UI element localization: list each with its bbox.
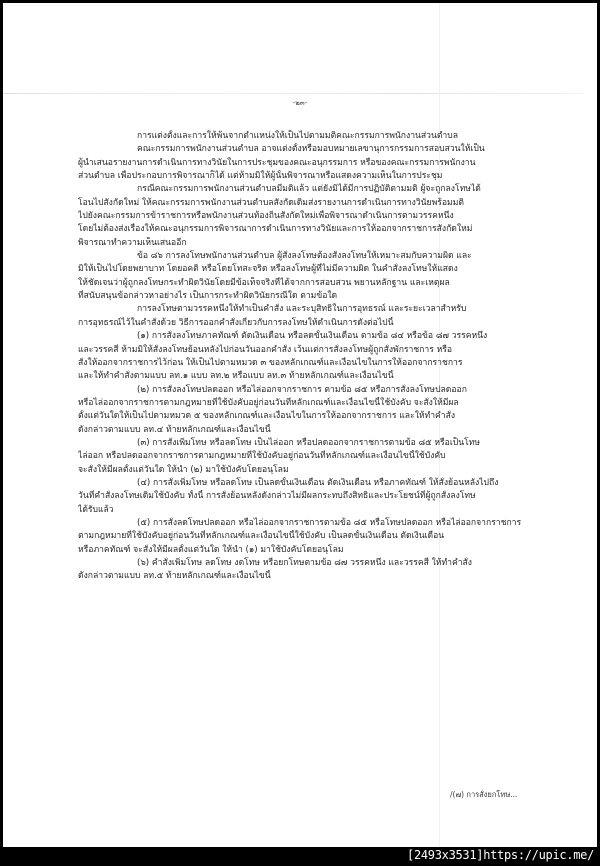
- paragraph-first-line: (๒) การสั่งลงโทษปลดออก หรือไล่ออกจากราชการ ตามข้อ ๘๕ หรือการสั่งลงโทษปลดออก: [137, 384, 467, 395]
- paragraph-line: ไปยังคณะกรรมการข้าราชการหรือพนักงานส่วนท้องถิ่นสังกัดใหม่เพื่อพิจารณาดำเนินการตามวรรคหนึ่ง: [78, 211, 454, 222]
- paragraph-line: และให้ทำคำสั่งตามแบบ ลท.๑ แบบ ลท.๒ หรือแบบ ลท.๓ ท้ายหลักเกณฑ์และเงื่อนไขนี้: [78, 371, 394, 382]
- paragraph-first-line: (๕) การสั่งลดโทษปลดออก หรือไล่ออกจากราชการตามข้อ ๘๕ หรือโทษปลดออก หรือไล่ออกจากราชการ: [137, 517, 522, 528]
- paragraph-line: จะสั่งให้มีผลตั้งแต่วันใด ให้นำ (๒) มาใช้บังคับโดยอนุโลม: [78, 464, 289, 475]
- paragraph-line: โอนไปสังกัดใหม่ ให้คณะกรรมการพนักงานส่วนตำบลสังกัดเดิมส่งรายงานการดำเนินการทางวินัยพร้อมมติ: [78, 197, 464, 208]
- document-page: [3, 3, 597, 847]
- paragraph-line: ดังกล่าวตามแบบ ลท.๔ ท้ายหลักเกณฑ์และเงื่อนไขนี้: [78, 424, 271, 435]
- paragraph-line: ดังกล่าวตามแบบ ลท.๕ ท้ายหลักเกณฑ์และเงื่อนไขนี้: [78, 571, 271, 582]
- paragraph-first-line: (๑) การสั่งลงโทษภาคทัณฑ์ ตัดเงินเดือน หรือลดขั้นเงินเดือน ตามข้อ ๘๔ หรือข้อ ๘๗ วรรคหนึ่ง: [137, 331, 488, 342]
- paragraph-line: หรือภาคทัณฑ์ จะสั่งให้มีผลตั้งแต่วันใด ให้นำ (๑) มาใช้บังคับโดยอนุโลม: [78, 544, 344, 555]
- paragraph-line: โดยไม่ต้องส่งเรื่องให้คณะอนุกรรมการพิจารณาการดำเนินการทางวินัยและการให้ออกจากราชการสังกัดใหม่: [78, 224, 473, 235]
- paragraph-first-line: (๓) การสั่งเพิ่มโทษ หรือลดโทษ เป็นไล่ออก หรือปลดออกจากราชการตามข้อ ๘๕ หรือเป็นโทษ: [137, 437, 481, 448]
- image-host-footer: [0, 847, 600, 866]
- image-host-watermark: [2493x3531]https://upic.me/: [407, 848, 594, 862]
- paragraph-first-line: การแต่งตั้งและการให้พ้นจากตำแหน่งให้เป็นไปตามมติคณะกรรมการพนักงานส่วนตำบล: [137, 131, 458, 141]
- paragraph-line: วันที่คำสั่งลงโทษเดิมใช้บังคับ ทั้งนี้ การสั่งย้อนหลังดังกล่าวไม่มีผลกระทบถึงสิทธิและประโยชน์ที่ผู้ถูกสั่งลงโทษ: [78, 491, 476, 502]
- paragraph-line: สั่งให้ออกจากราชการไว้ก่อน ให้เป็นไปตามหมวด ๓ ของหลักเกณฑ์และเงื่อนไขในการให้ออกจากราชการ: [78, 357, 463, 368]
- paragraph-line: ให้ชัดเจนว่าผู้ถูกลงโทษกระทำผิดวินัยโดยมีข้อเท็จจริงที่ได้จากการสอบสวน พยานหลักฐาน และเหตุผล: [78, 277, 450, 288]
- paragraph-line: ได้รับแล้ว: [78, 504, 114, 515]
- paragraph-line: ตั้งแต่วันใดให้เป็นไปตามหมวด ๕ ของหลักเกณฑ์และเงื่อนไขในการให้ออกจากราชการ และให้ทำคำสั่ง: [78, 411, 456, 422]
- paragraph-line: ตามกฎหมายที่ใช้บังคับอยู่ก่อนวันที่หลักเกณฑ์และเงื่อนไขนี้ใช้บังคับ เป็นลดขั้นเงินเดือน ตัดเงินเดือน: [78, 531, 445, 542]
- continuation-marker: /(๗) การสั่งยกโทษ...: [450, 790, 518, 799]
- paragraph-first-line: (๖) คำสั่งเพิ่มโทษ ลดโทษ งดโทษ หรือยกโทษตามข้อ ๘๗ วรรคหนึ่ง และวรรคสี่ ให้ทำคำสั่ง: [137, 558, 472, 568]
- paragraph-line: ไล่ออก หรือปลดออกจากราชการตามกฎหมายที่ใช้บังคับอยู่ก่อนวันที่หลักเกณฑ์และเงื่อนไขนี้ใช้บังคับ: [78, 451, 446, 462]
- paragraph-line: ที่สนับสนุนข้อกล่าวหาอย่างไร เป็นการกระทำผิดวินัยกรณีใด ตามข้อใด: [78, 291, 338, 302]
- paragraph-line: และวรรคสี่ ห้ามมิให้สั่งลงโทษย้อนหลังไปก่อนวันออกคำสั่ง เว้นแต่การสั่งลงโทษผู้ถูกสั่งพักราชการ หรือ: [78, 344, 453, 355]
- page-number: -๒๓-: [292, 99, 308, 107]
- paragraph-first-line: กรณีคณะกรรมการพนักงานส่วนตำบลมีมติแล้ว แต่ยังมิได้มีการปฏิบัติตามมติ ผู้จะถูกลงโทษได้: [137, 184, 481, 195]
- scan-artifact-line: [3, 93, 583, 94]
- paragraph-first-line: การลงโทษตามวรรคหนึ่งให้ทำเป็นคำสั่ง และระบุสิทธิในการอุทธรณ์ และระยะเวลาสำหรับ: [137, 304, 467, 315]
- paragraph-line: ผู้นำเสนอรายงานการดำเนินการทางวินัยในการประชุมของคณะอนุกรรมการ หรือของคณะกรรมการพนักงาน: [78, 157, 476, 168]
- paragraph-line: หรือไล่ออกจากราชการตามกฎหมายที่ใช้บังคับอยู่ก่อนวันที่หลักเกณฑ์และเงื่อนไขนี้ใช้บังคับ จะสั่งให้มีผล: [78, 397, 459, 408]
- document-body: [78, 130, 543, 584]
- paragraph-first-line: ข้อ ๘๖ การลงโทษพนักงานส่วนตำบล ผู้สั่งลงโทษต้องสั่งลงโทษให้เหมาะสมกับความผิด และ: [137, 251, 472, 262]
- paragraph-line: พิจารณาทำความเห็นเสนออีก: [78, 237, 187, 248]
- paragraph-line: ส่วนตำบล เพื่อประกอบการพิจารณาก็ได้ แต่ห้ามมิให้ผู้นั้นพิจารณาหรือแสดงความเห็นในการประชุม: [78, 171, 443, 182]
- paragraph-line: การอุทธรณ์ไว้ในคำสั่งด้วย วิธีการออกคำสั่งเกี่ยวกับการลงโทษให้ดำเนินการดังต่อไปนี้: [78, 317, 394, 328]
- paragraph-first-line: (๔) การสั่งเพิ่มโทษ หรือลดโทษ เป็นลดขั้นเงินเดือน ตัดเงินเดือน หรือภาคทัณฑ์ ให้สั่งย้อนหลังไปถึง: [137, 477, 499, 488]
- paragraph-line: มิให้เป็นไปโดยพยาบาท โดยอคติ หรือโดยโทสะจริต หรือลงโทษผู้ที่ไม่มีความผิด ในคำสั่งลงโทษให้แสดง: [78, 264, 458, 275]
- paragraph-first-line: คณะกรรมการพนักงานส่วนตำบล อาจแต่งตั้งหรือมอบหมายเลขานุการกรรมการสอบสวนให้เป็น: [137, 144, 485, 155]
